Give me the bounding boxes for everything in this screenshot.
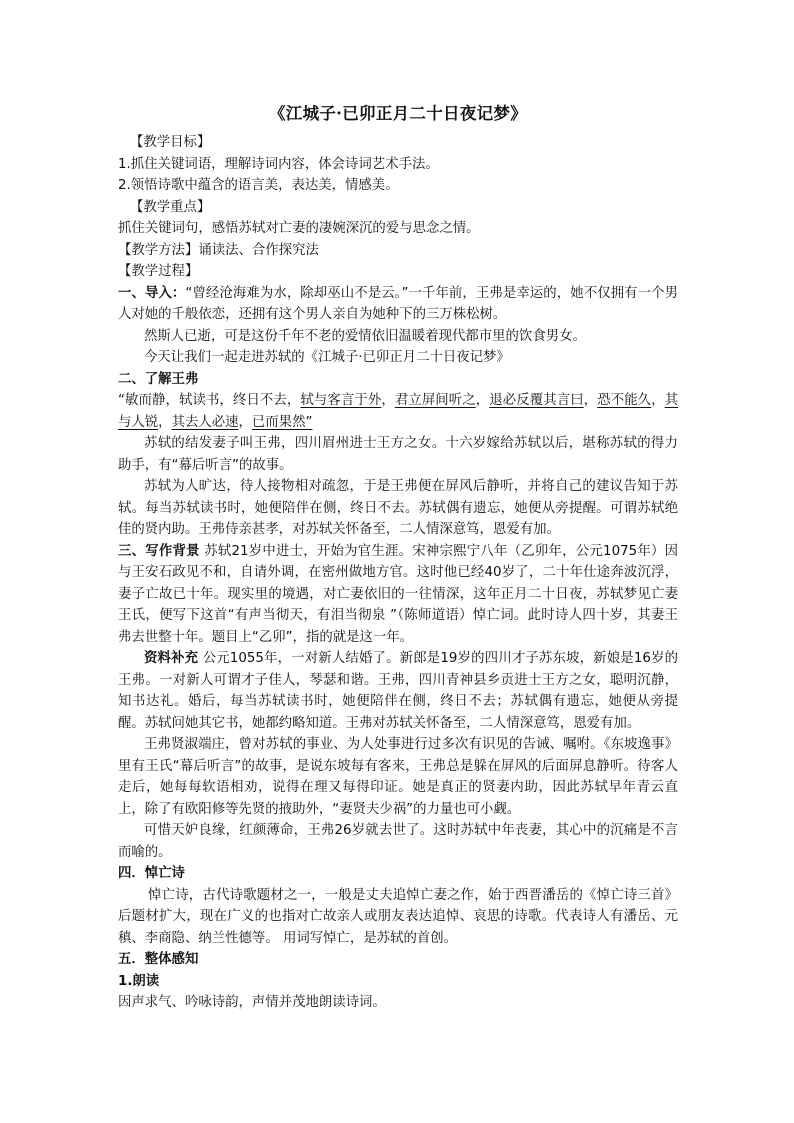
overall-heading: 五．整体感知 [118,952,199,967]
intro-text-1: “曾经沧海难为水，除却巫山不是云。”一千年前，王弗是幸运的，她不仅拥有一个男人对她的千般依恋，还拥有这个男人亲自为她种下的三万株松树。 [118,285,679,322]
intro-paragraph [118,283,678,326]
quote-underlined: 轼与客言于外 [300,393,382,408]
intro-text-2: 然斯人已逝，可是这份千年不老的爱情依旧温暖着现代都市里的饮食男女。 [144,328,586,344]
goals-heading: 【教学目标】 [130,135,211,150]
quote-part: “敏而静，轼读书，终日不去， [118,393,301,408]
intro-text-3: 今天让我们一起走进苏轼的《江城子·已卯正月二十日夜记梦》 [144,350,510,365]
reading-text: 因声求气、吟咏诗韵，声情并茂地朗读诗词。 [118,995,386,1010]
elegy-text: 悼亡诗，古代诗歌题材之一，一般是丈夫追悼亡妻之作，始于西晋潘岳的《悼亡诗三首》后题材扩大，现在广义的也指对亡故亲人或朋友表达追悼、哀思的诗歌。代表诗人有潘岳、元稹、李商隐、纳兰性德等。 用词写悼亡，是苏轼的首创。 [118,887,678,946]
supplement-label: 资料补充 [144,651,199,666]
elegy-heading: 四．悼亡诗 [118,866,185,881]
wangfu-heading: 二、了解王弗 [118,371,199,387]
document-title: 《江城子·已卯正月二十日夜记梦》 [268,104,528,123]
process-heading: 【教学过程】 [118,264,199,279]
quote-underlined: 已而果然” [251,414,313,430]
wangfu-paragraph-2: 苏轼为人旷达，待人接物相对疏忽，于是王弗便在屏风后静听，并将自己的建议告知于苏轼。每当苏轼读书时，她便陪伴在侧，终日不去。苏轼偶有遗忘，她便从旁提醒。可谓苏轼绝佳的贤内助。王弗侍亲甚孝，对苏轼关怀备至，二人情深意笃，恩爱有加。 [118,479,678,537]
supplement-text-1: 公元1055年，一对新人结婚了。新郎是19岁的四川才子苏东坡，新娘是16岁的王弗。一对新人可谓才子佳人，琴瑟和谐。王弗，四川青神县乡贡进士王方之女，聪明沉静，知书达礼。婚后，每当苏轼读书时，她便陪伴在侧，终日不去；苏轼偶有遗忘，她便从旁提醒。苏轼问她其它书，她都约略知道。王弗对苏轼关怀备至，二人情深意笃，恩爱有加。 [118,651,679,731]
quote-underlined: 其与人锐 [118,393,679,430]
quote-underlined: 恐不能久 [597,393,652,408]
methods-line [118,240,678,262]
quote-comma: ， [238,414,252,430]
quote-comma: ， [381,393,395,408]
methods-text: 诵读法、合作探究法 [198,242,319,258]
wangfu-paragraph-1: 苏轼的结发妻子叫王弗，四川眉州进士王方之女。十六岁嫁给苏轼以后，堪称苏轼的得力助手，有“幕后听言”的故事。 [118,436,678,473]
focus-text: 抓住关键词句，感悟苏轼对亡妻的凄婉深沉的爱与思念之情。 [118,221,480,236]
focus-heading: 【教学重点】 [130,199,211,215]
wangfu-quote [118,390,678,433]
quote-comma: ， [158,414,172,430]
goal-item-2: 2.领悟诗歌中蕴含的语言美，表达美，情感美。 [118,178,399,193]
quote-underlined: 其去人必速 [171,414,239,430]
intro-heading: 一、导入： [118,285,186,301]
document-page [118,100,678,1014]
supplement-paragraph-3: 可惜天妒良缘，红颜薄命，王弗26岁就去世了。这时苏轼中年丧妻，其心中的沉痛是不言而喻的。 [118,823,678,860]
quote-comma: ， [651,393,665,408]
background-paragraph [118,541,678,649]
quote-underlined: 君立屏间听之 [394,393,476,408]
background-heading: 三、写作背景 [118,543,200,559]
methods-heading: 【教学方法】 [118,242,199,258]
goal-item-1: 1.抓住关键词语，理解诗词内容，体会诗词艺术手法。 [118,156,439,172]
background-text: 苏轼21岁中进士，开始为官生涯。宋神宗熙宁八年（乙卯年，公元1075年）因与王安石政见不和，自请外调，在密州做地方官。这时他已经40岁了，二十年仕途奔波沉浮，妻子亡故已十年。现实里的境遇，对亡妻依旧的一往情深，这年正月二十日夜，苏轼梦见亡妻王氏，便写下这首“有声当彻天，有泪当彻泉 ”（陈师道语）悼亡词。此时诗人四十岁，其妻王弗去世整十年。题目上“乙卯”，指的就是这一年。 [118,543,679,645]
reading-subheading: 1.朗读 [118,973,160,989]
supplement-paragraph-1 [118,648,678,734]
quote-underlined: 退必反覆其言曰 [489,393,584,408]
quote-comma: ， [475,393,490,408]
supplement-paragraph-2: 王弗贤淑端庄，曾对苏轼的事业、为人处事进行过多次有识见的告诫、嘱咐。《东坡逸事》里有王氏“幕后听言”的故事，是说东坡每有客来，王弗总是躲在屏风的后面屏息静听。待客人走后，她每每软语相劝，说得在理又每得印证。她是真正的贤妻内助，因此苏轼早年青云直上，除了有欧阳修等先贤的掖助外，“妻贤夫少祸”的力量也可小觑。 [118,737,678,817]
quote-comma: ， [583,393,598,408]
